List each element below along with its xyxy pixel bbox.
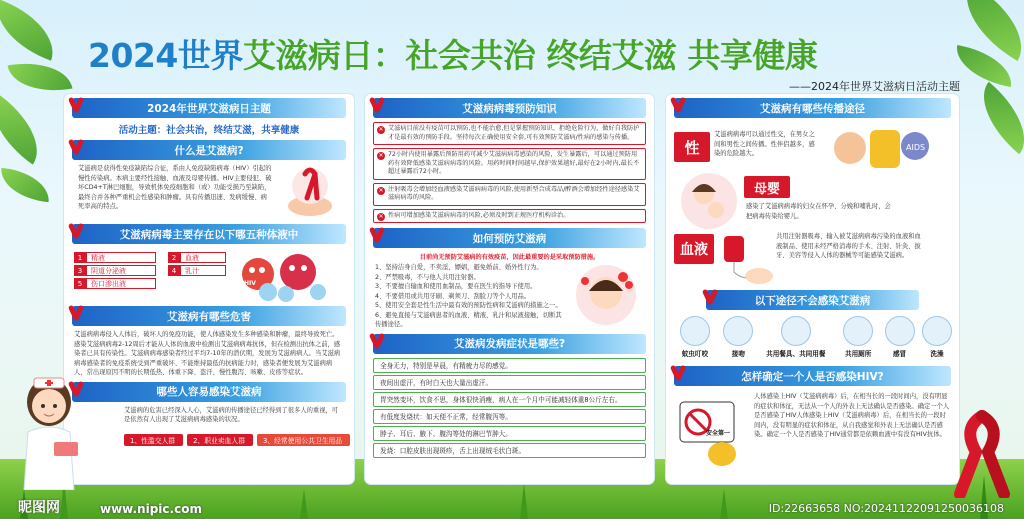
title-mid: 艾滋病日： xyxy=(242,36,406,75)
fluid-item: 5 伤口渗出液 xyxy=(74,278,162,289)
leaf-decoration xyxy=(0,168,51,202)
symptom-item: 脖子、耳后、腋下、腹沟等处的淋巴节肿大。 xyxy=(373,426,646,441)
title-tail: 社会共治 终结艾滋 共享健康 xyxy=(405,36,818,75)
risk-group-item: 1、性滥交人群 xyxy=(124,434,183,446)
leaf-decoration xyxy=(0,0,65,61)
prevent-lead: 目前尚无预防艾滋病的有效疫苗，因此最重要的是采取预防措施。 xyxy=(419,254,600,261)
route-text-mother-baby: 感染了艾滋病病毒的妇女在怀孕、分娩和哺乳时，会把病毒传染给婴儿。 xyxy=(746,203,891,220)
prevent-item: 4、不要借用或共用牙刷、剃须刀、刮脸刀等个人用品。 xyxy=(375,292,531,300)
red-ribbon-icon xyxy=(69,303,83,323)
watermark-id: ID:22663658 NO:20241122091250036108 xyxy=(768,502,1004,515)
prevent-item: 1、坚持洁身自爱，不卖淫、嫖娼，避免婚前、婚外性行为。 xyxy=(375,264,543,271)
girl-illustration-icon xyxy=(571,263,641,327)
cross-icon: ✕ xyxy=(378,152,384,159)
mother-baby-icon xyxy=(674,172,744,230)
leaf-decoration xyxy=(0,93,55,164)
prevent-list xyxy=(371,263,571,330)
section-theme-header: 2024年世界艾滋病日主题 xyxy=(72,98,346,118)
watermark-logo: 昵图网 xyxy=(18,500,60,516)
safe-item: 共用餐具、共同用餐 xyxy=(759,316,833,358)
section-risk-header: 哪些人容易感染艾滋病 xyxy=(72,382,346,402)
prevent-item: 3、不要擅自输血和使用血制品，要在医生的指导下使用。 xyxy=(375,283,537,290)
route-text-sex: 艾滋病病毒可以通过性交，在男女之间和男性之间传播。性伴侣越多，感染的危险越大。 xyxy=(714,131,815,157)
dining-icon xyxy=(781,316,811,346)
section-test-header: 怎样确定一个人是否感染HIV? xyxy=(674,366,951,386)
risk-group-item: 3、经常使用公共卫生用品 xyxy=(257,434,350,446)
safe-item: 蚊虫叮咬 xyxy=(672,316,718,358)
hands-ribbon-icon xyxy=(283,164,337,220)
prevention-tip: ✕ 注射吸毒会增加经血液感染艾滋病病毒的风险,使用新型合成毒品/醉酒会增加经性途径感染艾滋病病毒的风险。 xyxy=(373,183,646,206)
red-ribbon-icon xyxy=(69,221,83,241)
leaf-decoration xyxy=(8,55,73,99)
fluid-item: 3 阴道分泌液 xyxy=(74,265,162,276)
cross-icon: ✕ xyxy=(378,212,384,220)
section-what-header: 什么是艾滋病? xyxy=(72,140,346,160)
shield-virus-icon xyxy=(820,124,938,172)
title-prefix: 2024世界 xyxy=(88,36,243,75)
safety-sign-text: 安全第一 xyxy=(706,430,731,437)
virus-label: HIV xyxy=(244,280,256,287)
prevention-tip: ✕ 艾滋病目前没有疫苗可以预防,也不能治愈,但是掌握预防知识、拒绝危险行为，做好自我防护才是最有效的预防手段。坚持每次正确使用安全套,可有效预防艾滋病/性病的感染与传播。 xyxy=(373,122,646,145)
virus-illustration-icon xyxy=(228,250,338,300)
section-safe-header: 以下途径不会感染艾滋病 xyxy=(706,290,919,310)
symptom-item: 发烧：口腔皮肤出现斑疹，舌上出现绒毛状白斑。 xyxy=(373,443,646,458)
safe-item: 共用厕所 xyxy=(838,316,878,358)
red-ribbon-icon xyxy=(671,95,685,115)
red-ribbon-large-icon xyxy=(952,408,1012,498)
hiv-test-text: 人体感染上HIV（艾滋病病毒）后，在相当长的一段时间内，没有明显的症状和体征，无法从一个人的外表上无法确认是否感染。确定一个人是否感染了HIV人体感染上HIV（艾滋病病毒）后，在相当长的一段时间内，没有明显的症状和体征，从自我感觉和外表上无法确认是否感染。确定一个人是否感染了HIV通常都是依赖血液中有没有HIV抗体。 xyxy=(754,393,950,438)
fluid-item: 1 精液 xyxy=(74,252,162,263)
red-ribbon-icon xyxy=(370,225,384,245)
subtitle: ——2024年世界艾滋病日活动主题 xyxy=(789,80,960,93)
prevention-tip: ✕ 72小时内使用暴露后预防用药可减少艾滋病病毒感染的风险，发生暴露后，可以通过预防用药有效降低感染艾滋病病毒的风险。用药时间时间越早,保护效果越好,最好在2小时内,最长不超过暴露后72小时。 xyxy=(373,148,646,180)
risk-groups xyxy=(64,425,354,447)
prevent-item: 6、避免直接与艾滋病患者的血液、精液、乳汁和尿液接触，切断其传播途径。 xyxy=(375,311,562,328)
route-tag-sex: 性 xyxy=(674,132,710,162)
red-ribbon-icon xyxy=(370,331,384,351)
leaf-decoration xyxy=(966,82,1024,155)
section-fluids-header: 艾滋病病毒主要存在以下哪五种体液中 xyxy=(72,224,346,244)
safety-sign-icon xyxy=(672,392,752,472)
symptom-item: 夜间出虚汗，有时白天也大量出虚汗。 xyxy=(373,375,646,390)
safe-item: 感冒 xyxy=(884,316,916,358)
section-how-prevent-header: 如何预防艾滋病 xyxy=(373,228,646,248)
safe-item: 洗澡 xyxy=(921,316,953,358)
harm-text: 艾滋病病毒侵入人体后，破坏人的免疫功能，使人体感染发生多种感染和肿瘤，最终导致死亡。感染艾滋病病毒2-12周后才能从人体的血液中检测出艾滋病病毒抗体，但在检测出抗体之前，感染者已具有传染性。艾滋病病毒感染者经过平均7-10年的潜伏期，发展为艾滋病病人。当艾滋病病毒感染者的免疫系统受到严重破坏、不能维持最低的抗病能力时，感染者便发展为艾滋病病人，常出现原因不明的长期低热、体重下降、盗汗、慢性腹泻、咳嗽、皮疹等症状。 xyxy=(74,331,341,376)
shower-icon xyxy=(922,316,952,346)
red-ribbon-icon xyxy=(69,95,83,115)
kiss-icon xyxy=(723,316,753,346)
middle-panel xyxy=(365,94,654,484)
cross-icon: ✕ xyxy=(378,186,384,194)
mosquito-icon xyxy=(680,316,710,346)
risk-group-item: 2、职业卖血人群 xyxy=(187,434,253,446)
fluid-item: 2 血液 xyxy=(168,252,228,263)
blood-bag-icon xyxy=(714,232,774,286)
theme-text: 活动主题：社会共治，终结艾滋，共享健康 xyxy=(118,125,300,136)
fluid-item: 4 乳汁 xyxy=(168,265,228,276)
what-text: 艾滋病是获得性免疫缺陷综合征，系由人免疫缺陷病毒（HIV）引起的慢性传染病。本病主要经性接触、血液及母婴传播。HIV主要侵犯、破坏CD4+T淋巴细胞，导致机体免疫细胞和（或）功能受损乃至缺陷，最终合并各种严重机会性感染和肿瘤。具有传播迅速、发病缓慢、病死率高的特点。 xyxy=(78,165,272,210)
section-harm-header: 艾滋病有哪些危害 xyxy=(72,306,346,326)
prevention-tip: ✕ 性病可增加感染艾滋病病毒的风险,必须及时到正规医疗机构诊治。 xyxy=(373,209,646,224)
nurse-illustration-icon xyxy=(14,372,84,490)
watermark-url: www.nipic.com xyxy=(100,502,202,516)
red-ribbon-icon xyxy=(370,95,384,115)
page-title xyxy=(88,30,948,74)
route-tag-mother-baby: 母婴 xyxy=(744,176,790,198)
route-tag-blood: 血液 xyxy=(674,234,714,264)
symptom-item: 有低度发烧状：如天便不正常，经常腹泻等。 xyxy=(373,409,646,424)
svg-text:AIDS: AIDS xyxy=(906,143,926,152)
symptom-item: 全身无力，特别是早晨，有精疲力尽的感觉。 xyxy=(373,358,646,373)
left-panel xyxy=(64,94,354,484)
prevent-item: 5、使用安全套是性生活中最有效的预防性病和艾滋病的措施之一。 xyxy=(375,302,562,309)
section-prevention-knowledge-header: 艾滋病病毒预防知识 xyxy=(373,98,646,118)
section-symptoms-header: 艾滋病发病症状是哪些? xyxy=(373,334,646,354)
safe-item: 接吻 xyxy=(723,316,753,358)
cold-icon xyxy=(885,316,915,346)
toilet-icon xyxy=(843,316,873,346)
risk-text: 艾滋病的危害已经深入人心，艾滋病的传播途径已经得到了很多人的重视，可是依然有人出现了艾滋病病毒感染的状况。 xyxy=(124,406,339,423)
section-routes-header: 艾滋病有哪些传播途径 xyxy=(674,98,951,118)
route-text-blood: 共用注射器吸毒、输入被艾滋病病毒污染的血液和血液制品、使用未经严格消毒的手术、注射、针灸、拔牙、美容等侵入人体的器械等可能感染艾滋病。 xyxy=(776,233,921,259)
red-ribbon-icon xyxy=(69,137,83,157)
red-ribbon-icon xyxy=(671,363,685,383)
symptom-item: 胃突然变坏，饮食不思，身体很快消瘦，病人在一个月中可能减轻体重8公斤左右。 xyxy=(373,392,646,407)
red-ribbon-icon xyxy=(703,287,717,307)
right-panel xyxy=(666,94,959,484)
prevent-item: 2、严禁吸毒，不与他人共用注射器。 xyxy=(375,273,480,281)
cross-icon: ✕ xyxy=(378,126,384,133)
